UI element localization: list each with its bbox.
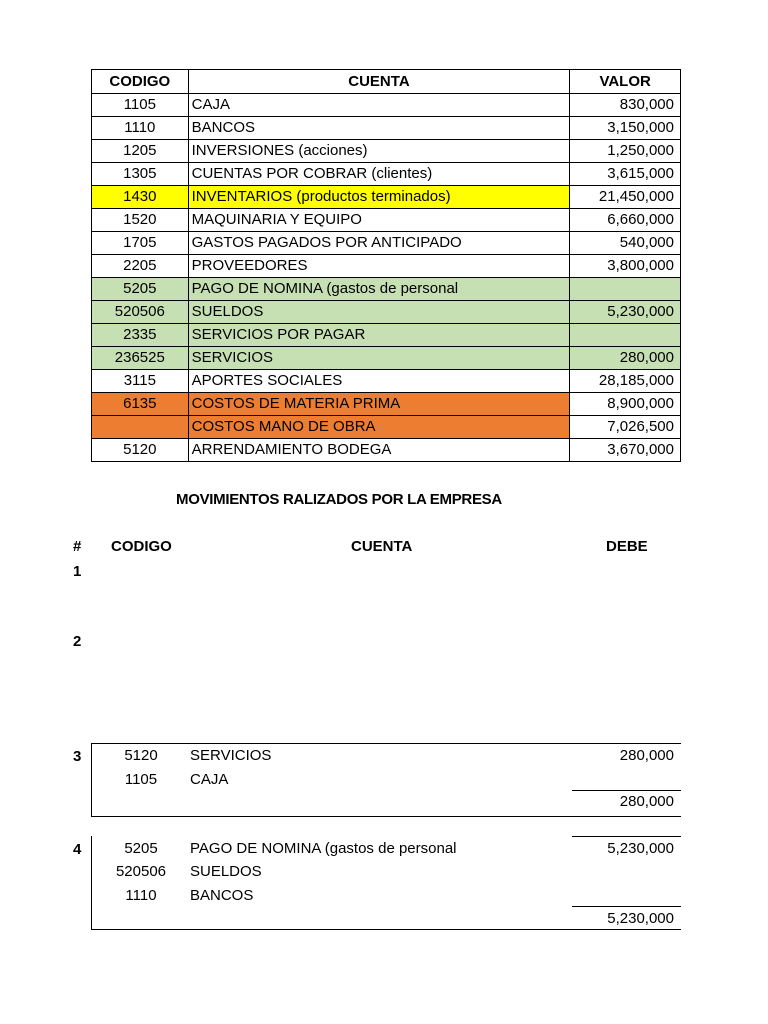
cell-account: PROVEEDORES xyxy=(188,255,570,278)
table-row xyxy=(92,324,681,347)
cell-value: 5,230,000 xyxy=(570,301,681,324)
cell-code: 5120 xyxy=(92,439,189,462)
table-row xyxy=(92,347,681,370)
movements-header-number: # xyxy=(73,538,82,555)
cell-account: INVERSIONES (acciones) xyxy=(188,140,570,163)
movements-header-account: CUENTA xyxy=(351,538,413,555)
cell-code: 2335 xyxy=(92,324,189,347)
table-row xyxy=(92,186,681,209)
cell-value: 8,900,000 xyxy=(570,393,681,416)
cell-code: 1110 xyxy=(92,117,189,140)
entry-3-number: 3 xyxy=(73,748,82,765)
entry-3-left-border xyxy=(91,743,92,817)
cell-account: APORTES SOCIALES xyxy=(188,370,570,393)
cell-code xyxy=(92,416,189,439)
cell-value: 7,026,500 xyxy=(570,416,681,439)
entry-3-bottom-border xyxy=(91,816,681,817)
entry-4-line-3-code: 1110 xyxy=(125,887,157,904)
entry-4-line-3-account: BANCOS xyxy=(190,887,254,904)
cell-account: ARRENDAMIENTO BODEGA xyxy=(188,439,570,462)
entry-4-number: 4 xyxy=(73,841,82,858)
table-row xyxy=(92,439,681,462)
cell-value: 21,450,000 xyxy=(570,186,681,209)
cell-code: 520506 xyxy=(92,301,189,324)
cell-code: 1705 xyxy=(92,232,189,255)
cell-account: GASTOS PAGADOS POR ANTICIPADO xyxy=(188,232,570,255)
movements-title: MOVIMIENTOS RALIZADOS POR LA EMPRESA xyxy=(176,491,502,508)
cell-code: 3115 xyxy=(92,370,189,393)
cell-value: 3,800,000 xyxy=(570,255,681,278)
cell-account: CUENTAS POR COBRAR (clientes) xyxy=(188,163,570,186)
entry-4-line-2-code: 520506 xyxy=(115,863,167,880)
table-row xyxy=(92,370,681,393)
cell-value: 3,615,000 xyxy=(570,163,681,186)
table-row xyxy=(92,278,681,301)
table-row xyxy=(92,232,681,255)
cell-account: CAJA xyxy=(188,94,570,117)
entry-3-line-1-account: SERVICIOS xyxy=(190,747,272,764)
cell-account: SUELDOS xyxy=(188,301,570,324)
header-code: CODIGO xyxy=(92,70,189,94)
cell-value: 540,000 xyxy=(570,232,681,255)
table-row xyxy=(92,140,681,163)
header-account: CUENTA xyxy=(188,70,570,94)
table-header-row xyxy=(92,70,681,94)
cell-code: 1305 xyxy=(92,163,189,186)
entry-3-line-2-code: 1105 xyxy=(124,771,158,788)
cell-account: SERVICIOS xyxy=(188,347,570,370)
cell-value: 28,185,000 xyxy=(570,370,681,393)
table-row xyxy=(92,163,681,186)
cell-code: 5205 xyxy=(92,278,189,301)
table-row xyxy=(92,117,681,140)
cell-value xyxy=(570,324,681,347)
cell-account: MAQUINARIA Y EQUIPO xyxy=(188,209,570,232)
cell-code: 6135 xyxy=(92,393,189,416)
entry-3-total: 280,000 xyxy=(619,793,674,810)
cell-value: 3,670,000 xyxy=(570,439,681,462)
cell-account: INVENTARIOS (productos terminados) xyxy=(188,186,570,209)
entry-4-line-1-code: 5205 xyxy=(124,840,158,857)
entry-4-line-1-value: 5,230,000 xyxy=(607,840,674,857)
cell-code: 2205 xyxy=(92,255,189,278)
entry-3-line-1-code: 5120 xyxy=(124,747,158,764)
cell-value xyxy=(570,278,681,301)
cell-value: 3,150,000 xyxy=(570,117,681,140)
cell-code: 236525 xyxy=(92,347,189,370)
cell-code: 1205 xyxy=(92,140,189,163)
cell-code: 1520 xyxy=(92,209,189,232)
cell-account: COSTOS DE MATERIA PRIMA xyxy=(188,393,570,416)
cell-code: 1430 xyxy=(92,186,189,209)
entry-4-total: 5,230,000 xyxy=(607,910,674,927)
entry-4-line-2-account: SUELDOS xyxy=(190,863,262,880)
entry-2-number: 2 xyxy=(73,633,82,650)
header-value: VALOR xyxy=(570,70,681,94)
table-row xyxy=(92,393,681,416)
table-row xyxy=(92,209,681,232)
cell-account: BANCOS xyxy=(188,117,570,140)
accounts-table xyxy=(91,69,681,462)
movements-header-debit: DEBE xyxy=(606,538,648,555)
entry-1-number: 1 xyxy=(73,563,82,580)
cell-account: COSTOS MANO DE OBRA xyxy=(188,416,570,439)
entry-4-left-border xyxy=(91,836,92,930)
entry-4-line-1-account: PAGO DE NOMINA (gastos de personal xyxy=(190,840,457,857)
cell-value: 6,660,000 xyxy=(570,209,681,232)
movements-header-code: CODIGO xyxy=(111,538,172,555)
entry-3-line-2-account: CAJA xyxy=(190,771,229,788)
table-row xyxy=(92,255,681,278)
table-row xyxy=(92,416,681,439)
entry-3-line-1-value: 280,000 xyxy=(619,747,674,764)
table-row xyxy=(92,301,681,324)
cell-value: 280,000 xyxy=(570,347,681,370)
table-row xyxy=(92,94,681,117)
cell-account: PAGO DE NOMINA (gastos de personal xyxy=(188,278,570,301)
cell-value: 830,000 xyxy=(570,94,681,117)
cell-code: 1105 xyxy=(92,94,189,117)
cell-value: 1,250,000 xyxy=(570,140,681,163)
cell-account: SERVICIOS POR PAGAR xyxy=(188,324,570,347)
